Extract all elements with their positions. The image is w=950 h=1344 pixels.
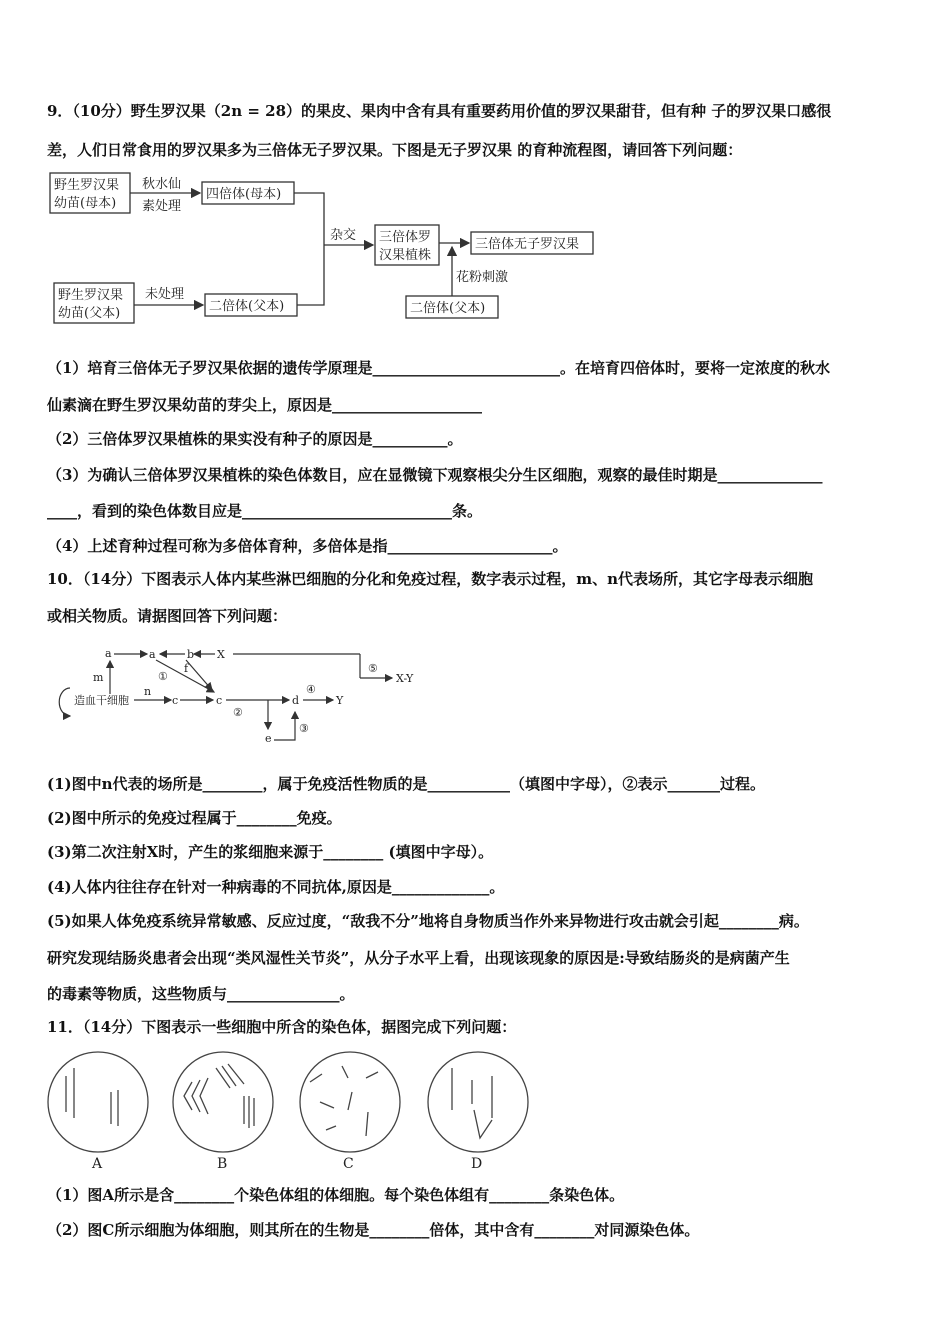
label-circ3: ③ [299,722,309,735]
label-m: m [93,671,104,684]
label-circ2: ② [233,706,243,719]
q9-sub-4: （4）上述育种过程可称为多倍体育种，多倍体是指______________________。 [47,537,568,555]
q11-sub-2: （2）图C所示细胞为体细胞，则其所在的生物是________倍体，其中含有________对同源染色体。 [47,1221,700,1239]
father-seedling-label-1: 野生罗汉果 [58,288,124,303]
label-X: X [217,648,225,661]
label-d: d [292,694,300,707]
q9-sub-3b: ____，看到的染色体数目应是____________________________条。 [47,502,483,520]
q10-sub-1: (1)图中n代表的场所是________，属于免疫活性物质的是___________（填图中字母），②表示_______过程。 [47,775,766,793]
mother-seedling-label-2: 幼苗(母本) [54,196,117,211]
cross-label: 杂交 [330,228,357,243]
label-Y: Y [336,694,344,707]
diploid-father-label-2: 二倍体(父本) [410,301,486,316]
pollen-label: 花粉刺激 [456,270,509,285]
father-seedling-label-2: 幼苗(父本) [58,306,121,321]
seedless-label: 三倍体无子罗汉果 [475,237,580,252]
q11-sub-1: （1）图A所示是含________个染色体组的体细胞。每个染色体组有________条染色体。 [47,1186,625,1204]
untreated-label: 未处理 [145,287,185,302]
mother-seedling-label-1: 野生罗汉果 [54,178,120,193]
label-c2: c [216,694,223,707]
cell-C-label: C [343,1156,354,1172]
cell-B-label: B [217,1156,228,1172]
cell-D-label: D [471,1156,483,1172]
q10-immune-diagram [50,640,440,750]
label-circ1: ① [158,670,168,683]
q11-chromosome-cells [40,1048,530,1173]
q11-stem-line-1: 11．（14分）下图表示一些细胞中所含的染色体，据图完成下列问题： [47,1018,517,1036]
label-circ5: ⑤ [368,662,378,675]
q10-sub-4: (4)人体内往往存在针对一种病毒的不同抗体,原因是_____________。 [47,878,505,896]
label-stem-cell: 造血干细胞 [74,694,129,707]
q10-stem-line-1: 10．（14分）下图表示人体内某些淋巴细胞的分化和免疫过程，数字表示过程，m、n代表场所，其它字母表示细胞 [47,570,814,588]
label-XY: X-Y [396,672,414,685]
label-circ4: ④ [306,683,316,696]
triploid-plant-label-1: 三倍体罗 [379,230,432,245]
label-e: e [265,732,272,745]
q9-sub-1a: （1）培育三倍体无子罗汉果依据的遗传学原理是_________________________。在培育四倍体时，要将一定浓度的秋水 [47,359,830,377]
label-n: n [144,685,152,698]
label-a1: a [105,647,112,660]
q10-stem-line-2: 或相关物质。请据图回答下列问题： [47,607,288,625]
q10-sub-5b: 研究发现结肠炎患者会出现“类风湿性关节炎”，从分子水平上看，出现该现象的原因是:导致结肠炎的是病菌产生 [47,949,790,967]
triploid-plant-label-2: 汉果植株 [379,248,432,263]
cell-A-outline [48,1052,148,1152]
diploid-father-label: 二倍体(父本) [209,299,285,314]
label-b: b [187,648,195,661]
q9-sub-1b: 仙素滴在野生罗汉果幼苗的芽尖上，原因是____________________ [47,396,483,414]
tetraploid-label: 四倍体(母本) [206,187,282,202]
label-c1: c [172,694,179,707]
label-f: f [184,662,189,675]
q9-stem-line-1: 9．（10分）野生罗汉果（2n = 28）的果皮、果肉中含有具有重要药用价值的罗汉果甜苷，但有种 子的罗汉果口感很 [47,102,832,120]
q9-sub-3a: （3）为确认三倍体罗汉果植株的染色体数目，应在显微镜下观察根尖分生区细胞，观察的最佳时期是______________ [47,466,823,484]
q9-stem-line-2: 差，人们日常食用的罗汉果多为三倍体无子罗汉果。下图是无子罗汉果 的育种流程图，请回答下列问题： [47,141,743,159]
colchicine-label-1: 秋水仙 [142,177,182,192]
q10-sub-5a: (5)如果人体免疫系统异常敏感、反应过度，“敌我不分”地将自身物质当作外来异物进行攻击就会引起________病。 [47,912,809,930]
q10-sub-5c: 的毒素等物质，这些物质与_______________。 [47,985,355,1003]
cell-D-outline [428,1052,528,1152]
q10-sub-3: (3)第二次注射X时，产生的浆细胞来源于________ (填图中字母）。 [47,843,494,861]
q9-sub-2: （2）三倍体罗汉果植株的果实没有种子的原因是__________。 [47,430,463,448]
colchicine-label-2: 素处理 [142,199,182,214]
cell-A-label: A [92,1156,103,1172]
q10-sub-2: (2)图中所示的免疫过程属于________免疫。 [47,809,342,827]
label-a2: a [149,648,156,661]
q9-breeding-flowchart [40,168,610,328]
